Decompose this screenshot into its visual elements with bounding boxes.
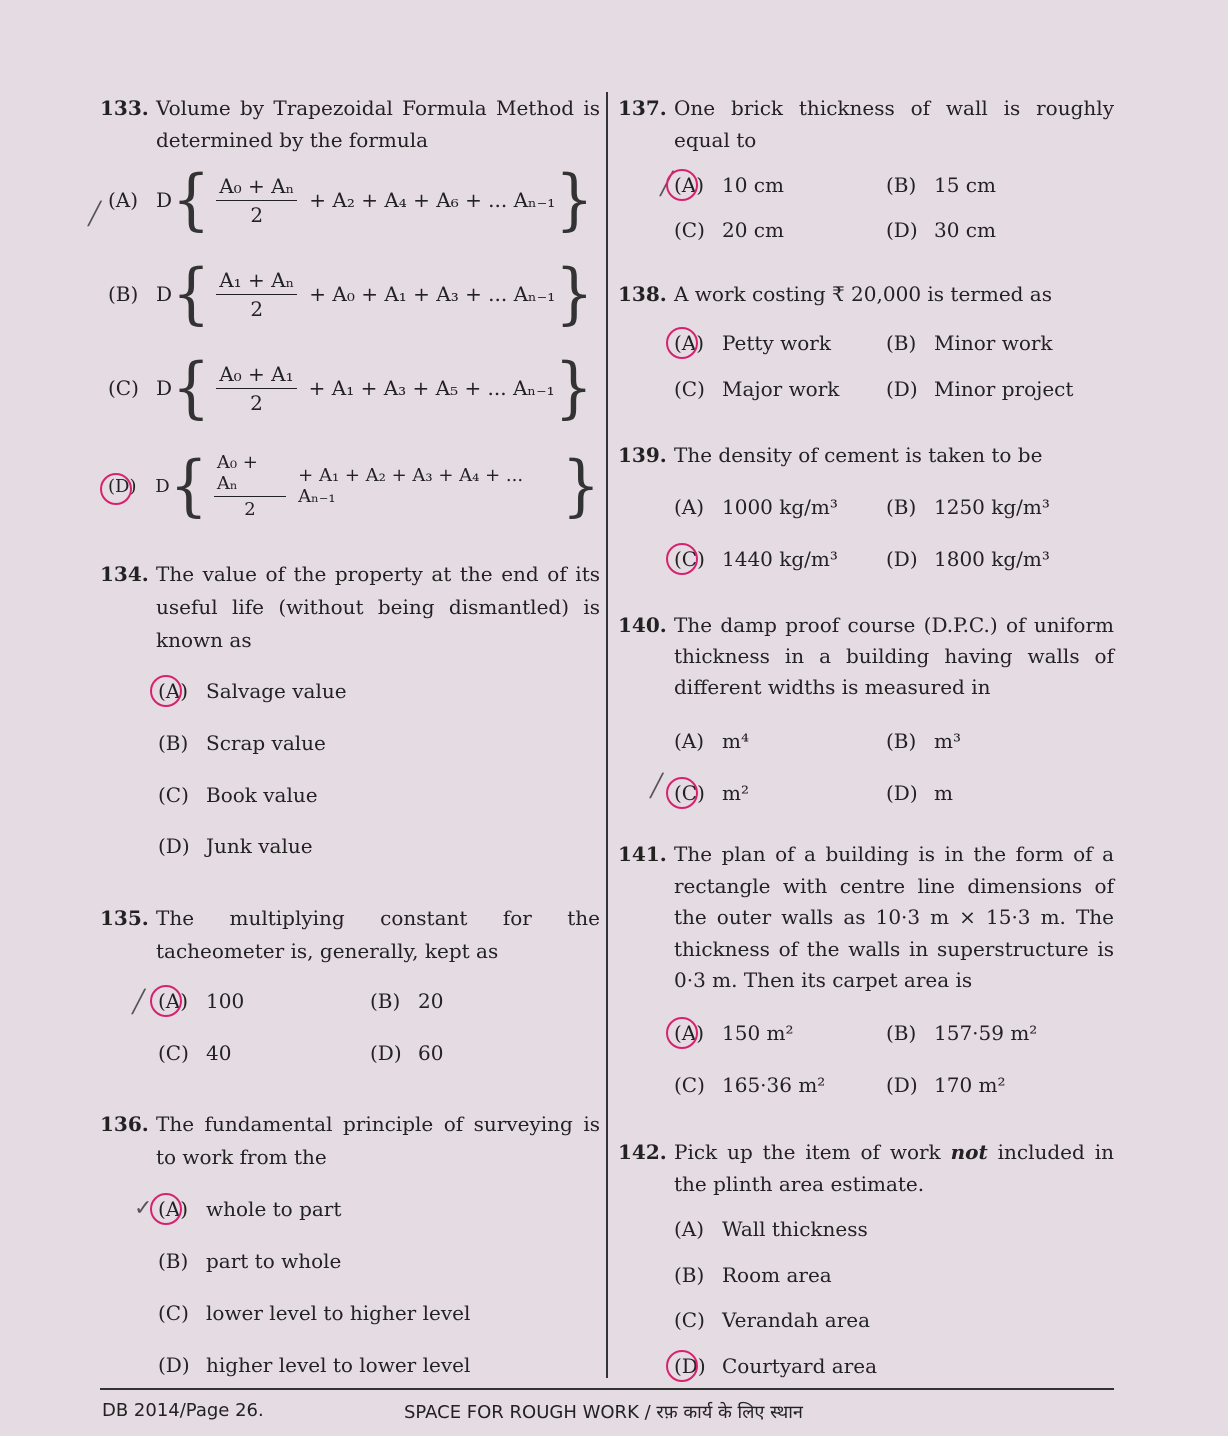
option-text: Verandah area (722, 1308, 871, 1332)
option-139-a[interactable] (674, 494, 838, 520)
option-text: Junk value (206, 834, 313, 858)
option-text: 100 (206, 989, 245, 1013)
option-137-c[interactable] (674, 217, 784, 243)
option-letter: (D) (108, 475, 137, 497)
option-text: Room area (722, 1263, 832, 1287)
option-142-a[interactable] (674, 1216, 868, 1242)
option-138-c[interactable] (674, 376, 839, 402)
option-letter: (B) (886, 331, 917, 355)
option-letter: (C) (674, 218, 705, 242)
answer-circle-icon (100, 473, 132, 505)
option-142-c[interactable] (674, 1307, 870, 1333)
option-letter: (C) (674, 1308, 705, 1332)
option-text: 40 (206, 1041, 232, 1065)
answer-circle-icon (666, 169, 698, 201)
question-number: 137. (618, 96, 667, 120)
option-letter: (A) (674, 1217, 705, 1241)
question-138 (618, 278, 1114, 310)
numerator: A₀ + A₁ (216, 362, 296, 389)
answer-circle-icon (666, 543, 698, 575)
option-letter: (A) (674, 729, 705, 753)
option-text: m² (722, 781, 749, 805)
rough-work-label: SPACE FOR ROUGH WORK / रफ़ कार्य के लिए स्थान (404, 1402, 803, 1423)
option-137-b[interactable] (886, 172, 996, 198)
question-text: The density of cement is taken to be (674, 443, 1043, 467)
option-text: Minor project (934, 377, 1074, 401)
formula-terms: + A₁ + A₃ + A₅ + ... Aₙ₋₁ (308, 376, 555, 400)
option-text: higher level to lower level (206, 1353, 471, 1377)
question-text-part: Pick up the item of work (674, 1140, 951, 1164)
option-letter: (B) (886, 729, 917, 753)
option-134-a[interactable] (158, 678, 347, 704)
option-text: 30 cm (934, 218, 996, 242)
question-number: 142. (618, 1140, 667, 1164)
question-number: 138. (618, 282, 667, 306)
right-brace-icon: } (554, 349, 593, 427)
answer-circle-icon (666, 777, 698, 809)
option-139-b[interactable] (886, 494, 1050, 520)
bottom-rule (100, 1388, 1114, 1390)
option-letter: (B) (886, 173, 917, 197)
option-138-d[interactable] (886, 376, 1073, 402)
numerator: A₁ + Aₙ (216, 268, 297, 295)
question-text: One brick thickness of wall is roughly equal to (674, 96, 1114, 152)
answer-circle-icon (666, 327, 698, 359)
option-139-c[interactable] (674, 546, 838, 572)
option-135-c[interactable] (158, 1040, 231, 1066)
option-letter: (A) (674, 495, 705, 519)
question-number: 139. (618, 443, 667, 467)
option-135-b[interactable] (370, 988, 443, 1014)
right-brace-icon: } (561, 447, 601, 525)
option-text: 157·59 m² (934, 1021, 1038, 1045)
option-text: Major work (722, 377, 840, 401)
formula-prefix: D (156, 282, 173, 306)
option-133-a[interactable] (108, 161, 594, 239)
option-letter: (B) (674, 1263, 705, 1287)
answer-circle-icon (150, 985, 182, 1017)
option-letter: (A) (158, 989, 189, 1013)
option-140-c[interactable] (674, 780, 749, 806)
option-134-c[interactable] (158, 782, 318, 808)
option-text: m⁴ (722, 729, 749, 753)
option-letter-wrap (108, 476, 155, 497)
numerator: A₀ + Aₙ (216, 174, 297, 201)
option-137-d[interactable] (886, 217, 996, 243)
option-text: m³ (934, 729, 961, 753)
option-133-b[interactable] (108, 255, 594, 333)
answer-circle-icon (150, 675, 182, 707)
option-letter: (C) (674, 1073, 705, 1097)
option-133-c[interactable] (108, 349, 593, 427)
option-letter: (D) (674, 1354, 706, 1378)
option-136-d[interactable] (158, 1352, 470, 1378)
option-text: Minor work (934, 331, 1053, 355)
option-text: 1250 kg/m³ (934, 495, 1050, 519)
right-brace-icon: } (555, 161, 594, 239)
question-133 (100, 92, 600, 156)
option-text: Salvage value (206, 679, 347, 703)
fraction (216, 174, 297, 227)
question-text-part: included in the plinth area estimate. (674, 1140, 1114, 1196)
fraction (214, 452, 286, 520)
option-letter: (B) (370, 989, 401, 1013)
option-letter: (A) (674, 1021, 705, 1045)
option-140-d[interactable] (886, 780, 953, 806)
option-141-d[interactable] (886, 1072, 1006, 1098)
formula-prefix: D (156, 188, 173, 212)
left-brace-icon: { (172, 349, 211, 427)
question-text-emphasis: not (950, 1140, 988, 1164)
option-text: 20 (418, 989, 444, 1013)
option-letter: (C) (158, 1041, 189, 1065)
option-letter: (D) (886, 781, 918, 805)
option-141-a[interactable] (674, 1020, 794, 1046)
formula-terms: + A₁ + A₂ + A₃ + A₄ + ... Aₙ₋₁ (298, 465, 524, 507)
option-text: 10 cm (722, 173, 784, 197)
option-letter: (A) (158, 679, 189, 703)
question-text: A work costing ₹ 20,000 is termed as (674, 282, 1052, 306)
option-141-b[interactable] (886, 1020, 1037, 1046)
option-text: 15 cm (934, 173, 996, 197)
option-135-d[interactable] (370, 1040, 443, 1066)
option-141-c[interactable] (674, 1072, 825, 1098)
question-139 (618, 439, 1114, 471)
column-divider (606, 92, 608, 1378)
option-letter: (A) (674, 173, 705, 197)
option-letter: (D) (158, 834, 190, 858)
tick-mark-icon: ╱ (88, 202, 102, 227)
formula-prefix: D (156, 376, 173, 400)
option-letter: (C) (158, 783, 189, 807)
question-text: The damp proof course (D.P.C.) of uniform thickness in a building having walls of different widths is measured in (674, 613, 1114, 699)
option-letter: (B) (158, 731, 189, 755)
tick-mark-icon: ✓ (134, 1196, 153, 1221)
option-text: 1440 kg/m³ (722, 547, 838, 571)
option-text: 60 (418, 1041, 444, 1065)
option-text: 170 m² (934, 1073, 1006, 1097)
option-text: 1800 kg/m³ (934, 547, 1050, 571)
option-letter: (A) (158, 1197, 189, 1221)
question-140 (618, 610, 1114, 703)
tick-mark-icon: ╱ (132, 990, 146, 1015)
numerator: A₀ + Aₙ (214, 452, 286, 497)
option-text: m (934, 781, 953, 805)
option-text: Petty work (722, 331, 831, 355)
option-text: Scrap value (206, 731, 326, 755)
option-letter: (A) (108, 188, 139, 212)
question-number: 141. (618, 842, 667, 866)
option-letter: (C) (158, 1301, 189, 1325)
question-text (674, 1136, 1114, 1200)
question-141 (618, 839, 1114, 997)
option-letter: (D) (158, 1353, 190, 1377)
option-letter: (D) (370, 1041, 402, 1065)
option-letter: (D) (886, 1073, 918, 1097)
question-text: The plan of a building is in the form of a rectangle with centre line dimensions of the outer walls as 10·3 m × 15·3 m. The thickness of the walls in superstructure is 0·3 m. Then its carpet area is (674, 842, 1114, 992)
option-text: 165·36 m² (722, 1073, 826, 1097)
option-142-d[interactable] (674, 1353, 877, 1379)
option-139-d[interactable] (886, 546, 1050, 572)
question-134 (100, 558, 600, 657)
denominator: 2 (250, 390, 263, 415)
question-136 (100, 1108, 600, 1174)
option-text: part to whole (206, 1249, 342, 1273)
question-135 (100, 902, 600, 968)
question-text: The value of the property at the end of its useful life (without being dismantled) is known as (156, 562, 600, 652)
fraction (216, 268, 297, 321)
question-137 (618, 92, 1114, 156)
option-136-a[interactable] (158, 1196, 341, 1222)
tick-mark-icon: ╱ (650, 774, 664, 799)
option-letter: (B) (886, 1021, 917, 1045)
option-letter: (C) (674, 377, 705, 401)
option-text: whole to part (206, 1197, 342, 1221)
left-brace-icon: { (169, 447, 208, 525)
option-134-d[interactable] (158, 833, 313, 859)
question-number: 140. (618, 613, 667, 637)
option-138-b[interactable] (886, 330, 1053, 356)
option-134-b[interactable] (158, 730, 326, 756)
answer-circle-icon (666, 1350, 698, 1382)
option-137-a[interactable] (674, 172, 784, 198)
option-letter: (D) (886, 218, 918, 242)
denominator: 2 (250, 296, 264, 321)
option-letter: (D) (886, 377, 918, 401)
tick-mark-icon: ╱ (660, 172, 674, 197)
denominator: 2 (244, 499, 256, 520)
fraction (216, 362, 296, 415)
formula-terms: + A₂ + A₄ + A₆ + ... Aₙ₋₁ (309, 188, 556, 212)
question-text: Volume by Trapezoidal Formula Method is determined by the formula (156, 96, 600, 152)
option-letter: (C) (674, 547, 705, 571)
question-number: 135. (100, 906, 149, 930)
question-number: 133. (100, 96, 149, 120)
option-136-c[interactable] (158, 1300, 470, 1326)
option-136-b[interactable] (158, 1248, 341, 1274)
denominator: 2 (250, 202, 264, 227)
option-letter: (B) (108, 282, 139, 306)
option-text: Courtyard area (722, 1354, 878, 1378)
option-letter: (C) (108, 376, 139, 400)
option-135-a[interactable] (158, 988, 244, 1014)
option-letter: (B) (886, 495, 917, 519)
option-letter: (D) (886, 547, 918, 571)
option-text: 150 m² (722, 1021, 794, 1045)
answer-circle-icon (150, 1193, 182, 1225)
option-140-a[interactable] (674, 728, 749, 754)
question-text: The multiplying constant for the tacheometer is, generally, kept as (156, 906, 600, 963)
option-text: 20 cm (722, 218, 784, 242)
option-140-b[interactable] (886, 728, 961, 754)
option-text: Wall thickness (722, 1217, 868, 1241)
question-number: 136. (100, 1112, 149, 1136)
page-number: DB 2014/Page 26. (102, 1400, 264, 1421)
left-brace-icon: { (172, 161, 211, 239)
option-142-b[interactable] (674, 1262, 832, 1288)
option-138-a[interactable] (674, 330, 831, 356)
formula-terms: + A₀ + A₁ + A₃ + ... Aₙ₋₁ (309, 282, 556, 306)
option-letter: (B) (158, 1249, 189, 1273)
option-text: 1000 kg/m³ (722, 495, 838, 519)
option-text: Book value (206, 783, 318, 807)
question-142 (618, 1136, 1114, 1200)
option-letter: (C) (674, 781, 705, 805)
answer-circle-icon (666, 1017, 698, 1049)
option-133-d[interactable] (108, 447, 601, 525)
question-text: The fundamental principle of surveying is to work from the (156, 1112, 600, 1169)
left-brace-icon: { (172, 255, 211, 333)
right-brace-icon: } (555, 255, 594, 333)
option-letter: (A) (674, 331, 705, 355)
question-number: 134. (100, 562, 149, 586)
formula-prefix: D (155, 475, 170, 497)
option-text: lower level to higher level (206, 1301, 471, 1325)
